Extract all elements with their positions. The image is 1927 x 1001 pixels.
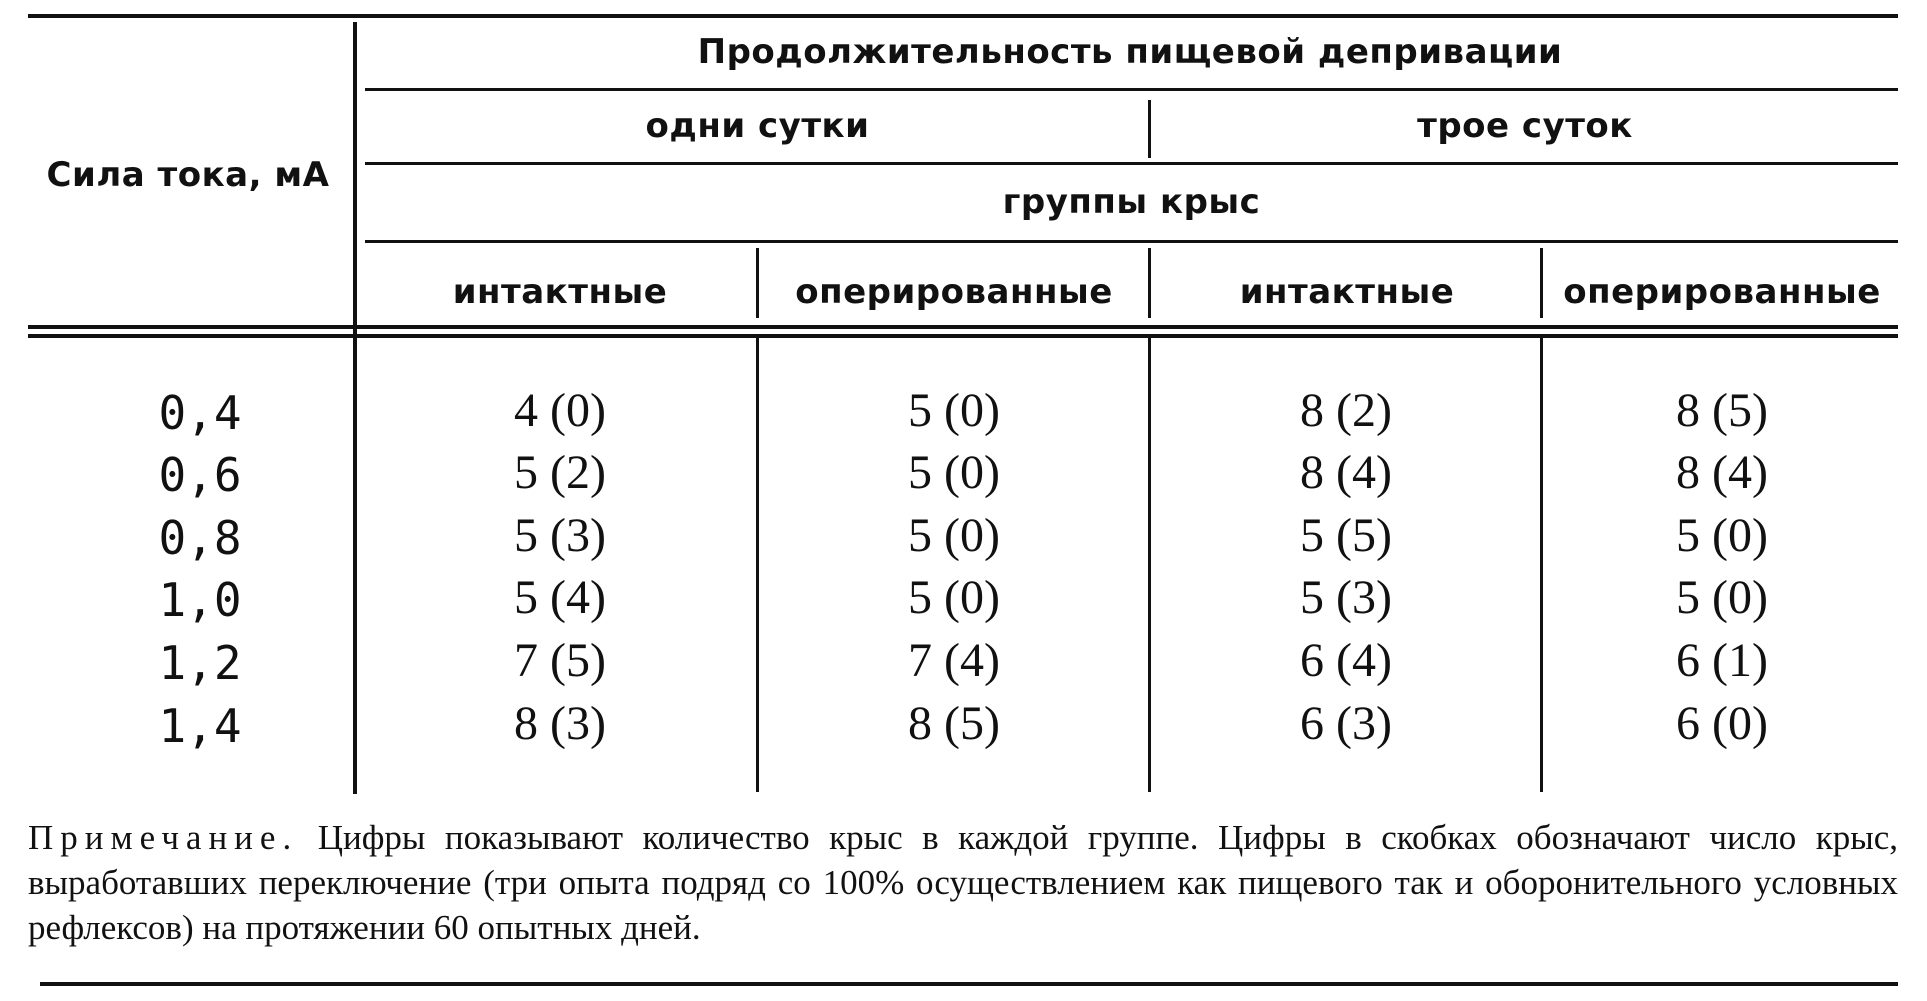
group-col-intact-1: интактные <box>452 272 668 312</box>
duration-three-days: трое суток <box>1417 106 1633 146</box>
bottom-rule <box>40 982 1898 986</box>
table-cell: 8 (4) <box>1676 446 1768 499</box>
table-cell: 5 (5) <box>1300 509 1392 562</box>
table-cell: 5 (0) <box>908 571 1000 624</box>
footnote-text: Цифры показывают количество крыс в каждой группе. Цифры в скобках обозначают число крыс, выработавших переключение (три опыта подряд со 100% осуществлением как пищевого так и оборонительного условных рефлексов) на протяжении 60 опытных дней. <box>28 818 1899 947</box>
table-top-rule <box>28 14 1898 18</box>
table-cell: 5 (3) <box>1300 571 1392 624</box>
row-header-label: Сила тока, мА <box>46 155 330 195</box>
header-rule-3 <box>365 240 1898 243</box>
group-divider-3 <box>1540 248 1543 318</box>
group-col-operated-2: оперированные <box>1563 272 1881 312</box>
current-value: 0,6 <box>158 448 242 502</box>
table-cell: 5 (0) <box>1676 571 1768 624</box>
duration-one-day: одни сутки <box>645 106 870 146</box>
table-cell: 5 (4) <box>514 571 606 624</box>
header-double-rule-top <box>28 325 1898 329</box>
table-cell: 4 (0) <box>514 384 606 437</box>
table-footnote <box>28 815 1898 950</box>
current-value: 0,4 <box>158 386 242 440</box>
duration-divider <box>1148 100 1151 158</box>
current-value: 0,8 <box>158 511 242 565</box>
header-double-rule-bottom <box>28 334 1898 338</box>
body-divider-2 <box>1148 338 1151 792</box>
table-cell: 8 (3) <box>514 697 606 750</box>
table-cell: 5 (2) <box>514 446 606 499</box>
group-divider-2 <box>1148 248 1151 318</box>
header-rule-2 <box>365 162 1898 165</box>
table-cell: 5 (3) <box>514 509 606 562</box>
current-value: 1,0 <box>158 573 242 627</box>
header-rule-1 <box>365 88 1898 91</box>
top-header-title: Продолжительность пищевой депривации <box>697 32 1563 72</box>
table-cell: 8 (4) <box>1300 446 1392 499</box>
footnote-label: Примечание. <box>28 818 299 857</box>
group-col-intact-2: интактные <box>1239 272 1455 312</box>
row-header-divider <box>353 22 357 794</box>
table-cell: 6 (4) <box>1300 634 1392 687</box>
table-cell: 8 (5) <box>908 697 1000 750</box>
table-cell: 5 (0) <box>908 509 1000 562</box>
table-cell: 5 (0) <box>1676 509 1768 562</box>
current-value: 1,2 <box>158 636 242 690</box>
current-value: 1,4 <box>158 699 242 753</box>
table-cell: 6 (1) <box>1676 634 1768 687</box>
table-cell: 6 (0) <box>1676 697 1768 750</box>
table-cell: 6 (3) <box>1300 697 1392 750</box>
body-divider-1 <box>756 338 759 792</box>
group-header: группы крыс <box>1002 182 1261 222</box>
table-cell: 5 (0) <box>908 446 1000 499</box>
table-cell: 7 (4) <box>908 634 1000 687</box>
body-divider-3 <box>1540 338 1543 792</box>
table-cell: 5 (0) <box>908 384 1000 437</box>
table-cell: 7 (5) <box>514 634 606 687</box>
table-cell: 8 (2) <box>1300 384 1392 437</box>
group-col-operated-1: оперированные <box>795 272 1113 312</box>
group-divider-1 <box>756 248 759 318</box>
table-cell: 8 (5) <box>1676 384 1768 437</box>
